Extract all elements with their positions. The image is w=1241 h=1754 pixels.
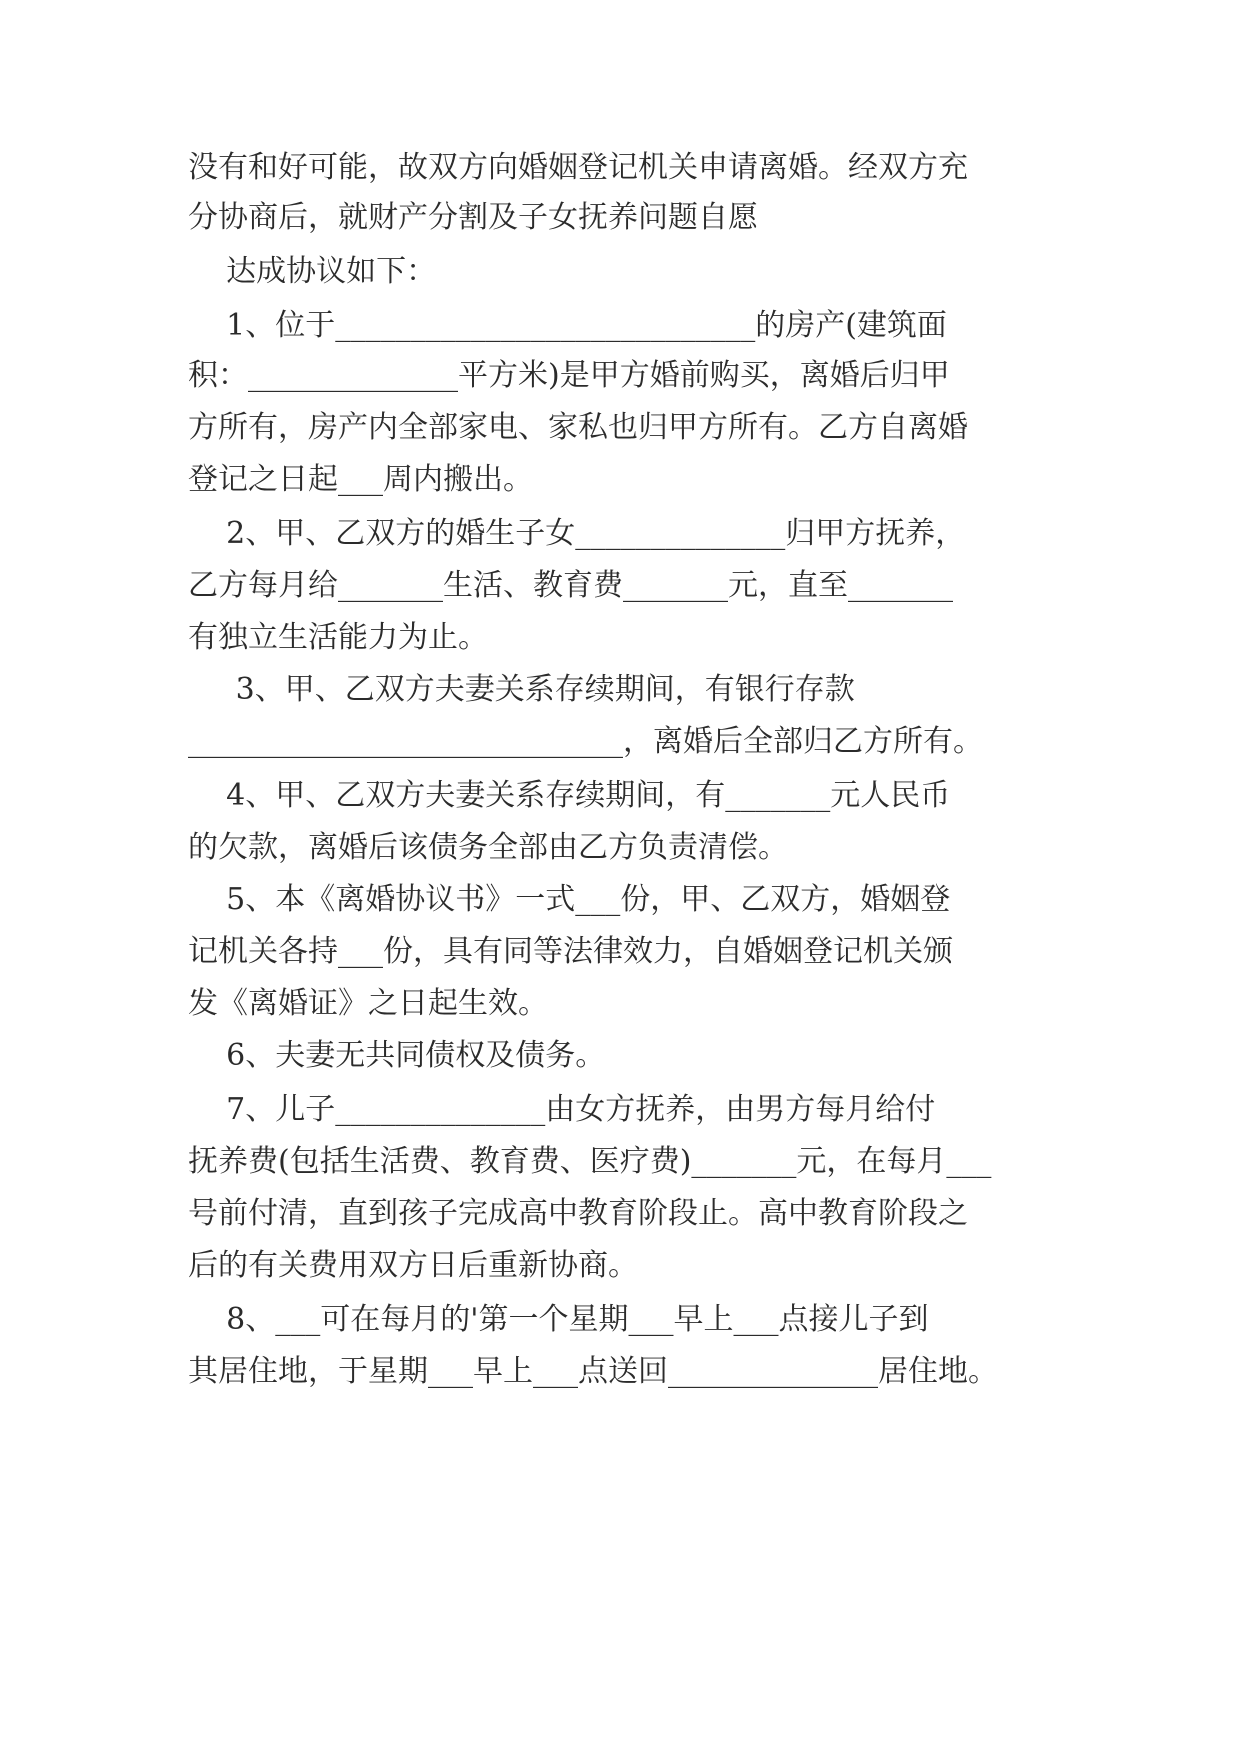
text-line: 积：______________平方米)是甲方婚前购买，离婚后归甲 (188, 358, 950, 393)
text-line: 乙方每月给_______生活、教育费_______元，直至_______ (188, 568, 953, 603)
text-line: 登记之日起___周内搬出。 (188, 462, 533, 497)
text-line: 7、儿子______________由女方抚养，由男方每月给付 (188, 1092, 936, 1127)
text-line: 其居住地，于星期___早上___点送回______________居住地。 (188, 1354, 998, 1389)
text-line: 抚养费(包括生活费、教育费、医疗费)_______元，在每月___ (188, 1144, 992, 1179)
text-line: 后的有关费用双方日后重新协商。 (188, 1248, 638, 1283)
text-line: 号前付清，直到孩子完成高中教育阶段止。高中教育阶段之 (188, 1196, 968, 1231)
text-line: 达成协议如下： (188, 254, 437, 289)
text-line: 有独立生活能力为止。 (188, 620, 488, 655)
text-line: 没有和好可能，故双方向婚姻登记机关申请离婚。经双方充 (188, 150, 968, 185)
text-line: 分协商后，就财产分割及子女抚养问题自愿 (188, 200, 758, 235)
text-line: 8、___可在每月的'第一个星期___早上___点接儿子到 (188, 1302, 929, 1337)
text-line: 发《离婚证》之日起生效。 (188, 986, 548, 1021)
text-line: 1、位于____________________________的房产(建筑面 (188, 308, 947, 343)
text-line: 2、甲、乙双方的婚生子女______________归甲方抚养， (188, 516, 966, 551)
text-line: 4、甲、乙双方夫妻关系存续期间，有_______元人民币 (188, 778, 951, 813)
text-line: 6、夫妻无共同债权及债务。 (188, 1038, 606, 1073)
text-line: 3、甲、乙双方夫妻关系存续期间，有银行存款 (188, 672, 855, 707)
text-line: 5、本《离婚协议书》一式___份，甲、乙双方，婚姻登 (188, 882, 951, 917)
text-line: _____________________________，离婚后全部归乙方所有。 (188, 724, 983, 759)
text-line: 的欠款，离婚后该债务全部由乙方负责清偿。 (188, 830, 788, 865)
text-line: 记机关各持___份，具有同等法律效力，自婚姻登记机关颁 (188, 934, 953, 969)
text-line: 方所有，房产内全部家电、家私也归甲方所有。乙方自离婚 (188, 410, 968, 445)
